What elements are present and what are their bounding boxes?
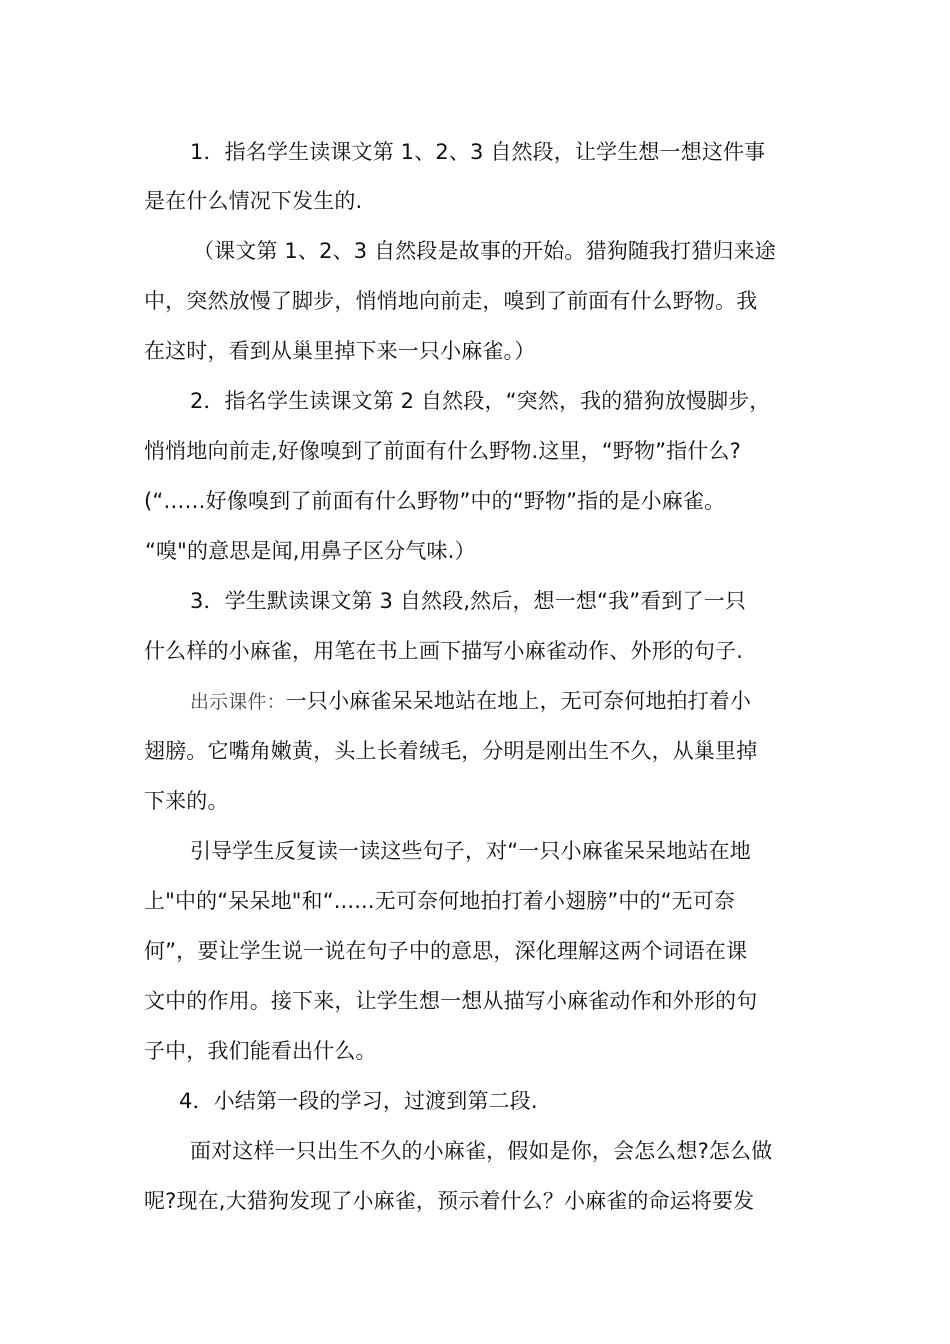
paragraph-3-line-4: “嗅"的意思是闻,用鼻子区分气味.）	[145, 539, 476, 563]
paragraph-7-line-1: 4．小结第一段的学习，过渡到第二段.	[179, 1089, 538, 1113]
paragraph-3-line-1: 2．指名学生读课文第 2 自然段，“突然，我的猎狗放慢脚步，	[190, 389, 771, 413]
paragraph-2-line-1: （课文第 1、2、3 自然段是故事的开始。猎狗随我打猎归来途	[193, 239, 776, 263]
paragraph-8-line-2: 呢?现在,大猎狗发现了小麻雀，预示着什么？小麻雀的命运将要发	[144, 1189, 755, 1213]
paragraph-6-line-1: 引导学生反复读一读这些句子，对“一只小麻雀呆呆地站在地	[190, 839, 751, 863]
paragraph-5-line-1	[190, 686, 751, 716]
paragraph-6-line-4: 文中的作用。接下来，让学生想一想从描写小麻雀动作和外形的句	[144, 989, 758, 1013]
paragraph-2-line-2: 中，突然放慢了脚步，悄悄地向前走，嗅到了前面有什么野物。我	[144, 289, 758, 313]
paragraph-8-line-1: 面对这样一只出生不久的小麻雀，假如是你，会怎么想?怎么做	[190, 1139, 773, 1163]
paragraph-5-line-2: 翅膀。它嘴角嫩黄，头上长着绒毛，分明是刚出生不久，从巢里掉	[144, 739, 758, 763]
paragraph-5-line-3: 下来的。	[144, 789, 229, 813]
paragraph-3-line-2: 悄悄地向前走,好像嗅到了前面有什么野物.这里，“野物”指什么?	[144, 439, 741, 463]
paragraph-4-line-2: 什么样的小麻雀，用笔在书上画下描写小麻雀动作、外形的句子.	[144, 639, 744, 663]
courseware-label: 出示课件：	[190, 691, 286, 713]
paragraph-6-line-3: 何”，要让学生说一说在句子中的意思，深化理解这两个词语在课	[144, 939, 748, 963]
courseware-text: 一只小麻雀呆呆地站在地上，无可奈何地拍打着小	[285, 689, 752, 713]
paragraph-1-line-2: 是在什么情况下发生的.	[144, 189, 363, 213]
paragraph-3-line-3: (“……好像嗅到了前面有什么野物”中的“野物”指的是小麻雀。	[144, 489, 726, 513]
paragraph-2-line-3: 在这时，看到从巢里掉下来一只小麻雀。）	[144, 339, 536, 363]
paragraph-6-line-2: 上"中的“呆呆地"和“......无可奈何地拍打着小翅膀”中的“无可奈	[144, 889, 736, 913]
paragraph-4-line-1: 3．学生默读课文第 3 自然段,然后，想一想“我”看到了一只	[190, 589, 747, 613]
paragraph-1-line-1: 1．指名学生读课文第 1、2、3 自然段，让学生想一想这件事	[190, 140, 766, 164]
paragraph-6-line-5: 子中，我们能看出什么。	[144, 1039, 377, 1063]
